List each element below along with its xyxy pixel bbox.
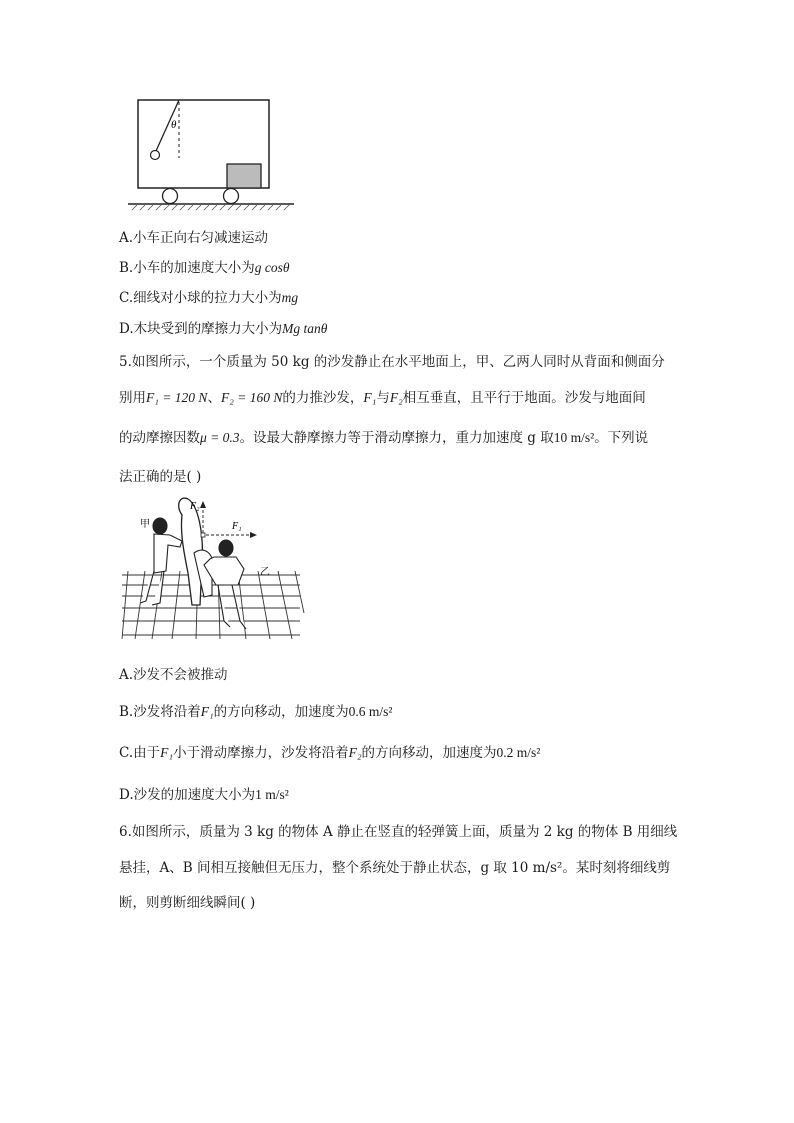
q5-b-value: 0.6 m/s² (348, 704, 393, 719)
q5-stem-line-3 (119, 429, 648, 447)
q5-c-force1: F₁ (160, 745, 174, 760)
q6-stem-line-2: 悬挂，A、B 间相互接触但无压力，整个系统处于静止状态，g 取 10 m/s²。某时刻将细线剪 (119, 860, 671, 876)
q6-stem-line-3: 断，则剪断细线瞬间( ) (119, 895, 256, 911)
angle-label: θ (171, 119, 177, 131)
q5-l2-text-d: 相互垂直，且平行于地面。沙发与地面间 (402, 390, 646, 406)
label-f2: F₂ (190, 501, 200, 512)
person-jia (140, 518, 182, 605)
cart-wheel-left (163, 189, 178, 204)
label-f1: F₁ (232, 521, 242, 532)
q4-option-c-math: mg (281, 290, 299, 305)
tiled-floor (122, 571, 304, 639)
q5-option-a: A.沙发不会被推动 (119, 667, 228, 683)
q5-g-value: 10 m/s² (553, 430, 595, 445)
q5-d-pre: D.沙发的加速度大小为 (119, 787, 256, 803)
q4-option-a: A.小车正向右匀减速运动 (119, 230, 269, 246)
q5-c-pre: C.由于 (119, 745, 161, 761)
q5-c-mid1: 小于滑动摩擦力，沙发将沿着 (173, 745, 349, 761)
q4-option-b (119, 259, 289, 277)
q5-stem-line-2 (119, 389, 646, 407)
wooden-block (227, 164, 261, 188)
q5-f1-value: F₁ = 120 N (146, 390, 208, 405)
q4-option-d (119, 320, 327, 338)
cart-wheel-right (224, 189, 239, 204)
cart-figure (128, 98, 294, 214)
sofa-figure (120, 493, 305, 643)
q5-l2-f2: F₂ (389, 390, 403, 405)
label-yi: 乙 (260, 567, 270, 578)
q5-option-d (119, 786, 289, 804)
q5-stem-line-4: 法正确的是( ) (119, 469, 202, 485)
q5-l2-text-b: 的力推沙发， (282, 390, 364, 406)
q5-c-mid2: 的方向移动，加速度为 (361, 745, 497, 761)
q5-f2-value: F₂ = 160 N (220, 390, 283, 405)
q5-option-c (119, 744, 540, 762)
label-jia: 甲 (140, 519, 150, 530)
q5-l3-text-b: 。设最大静摩擦力等于滑动摩擦力，重力加速度 g 取 (239, 430, 554, 446)
force-origin-marker (201, 533, 205, 537)
f2-arrow-head (200, 501, 206, 508)
q5-b-mid: 的方向移动，加速度为 (213, 704, 349, 720)
q5-b-force: F₁ (200, 704, 214, 719)
q4-option-d-math: Mg tanθ (282, 321, 328, 336)
pendulum-ball (151, 151, 160, 160)
q4-option-b-math: g cosθ (254, 260, 290, 275)
q5-l2-text-c: 与 (376, 390, 390, 406)
q5-l2-sep: 、 (207, 390, 221, 406)
q5-l2-text-a: 别用 (119, 390, 146, 406)
q6-stem-line-1: 6.如图所示，质量为 3 kg 的物体 A 静止在竖直的轻弹簧上面，质量为 2 kg 的物体 B 用细线 (119, 824, 678, 840)
q4-option-c (119, 289, 298, 307)
q4-option-d-text: D.木块受到的摩擦力大小为 (119, 321, 283, 337)
q5-c-force2: F₂ (348, 745, 362, 760)
q5-stem-line-1: 5.如图所示，一个质量为 50 kg 的沙发静止在水平地面上，甲、乙两人同时从背面和侧面分 (119, 354, 665, 370)
q4-option-c-text: C.细线对小球的拉力大小为 (119, 290, 282, 306)
q5-c-value: 0.2 m/s² (496, 745, 541, 760)
q5-option-b (119, 703, 392, 721)
f1-arrow-head (250, 532, 257, 538)
q4-option-b-text: B.小车的加速度大小为 (119, 260, 255, 276)
q5-b-pre: B.沙发将沿着 (119, 704, 201, 720)
q5-l3-text-a: 的动摩擦因数 (119, 430, 200, 446)
q5-mu-value: μ = 0.3 (200, 430, 240, 445)
q5-l3-text-c: 。下列说 (594, 430, 649, 446)
q5-d-value: 1 m/s² (255, 787, 289, 802)
q5-l2-f1: F₁ (363, 390, 377, 405)
